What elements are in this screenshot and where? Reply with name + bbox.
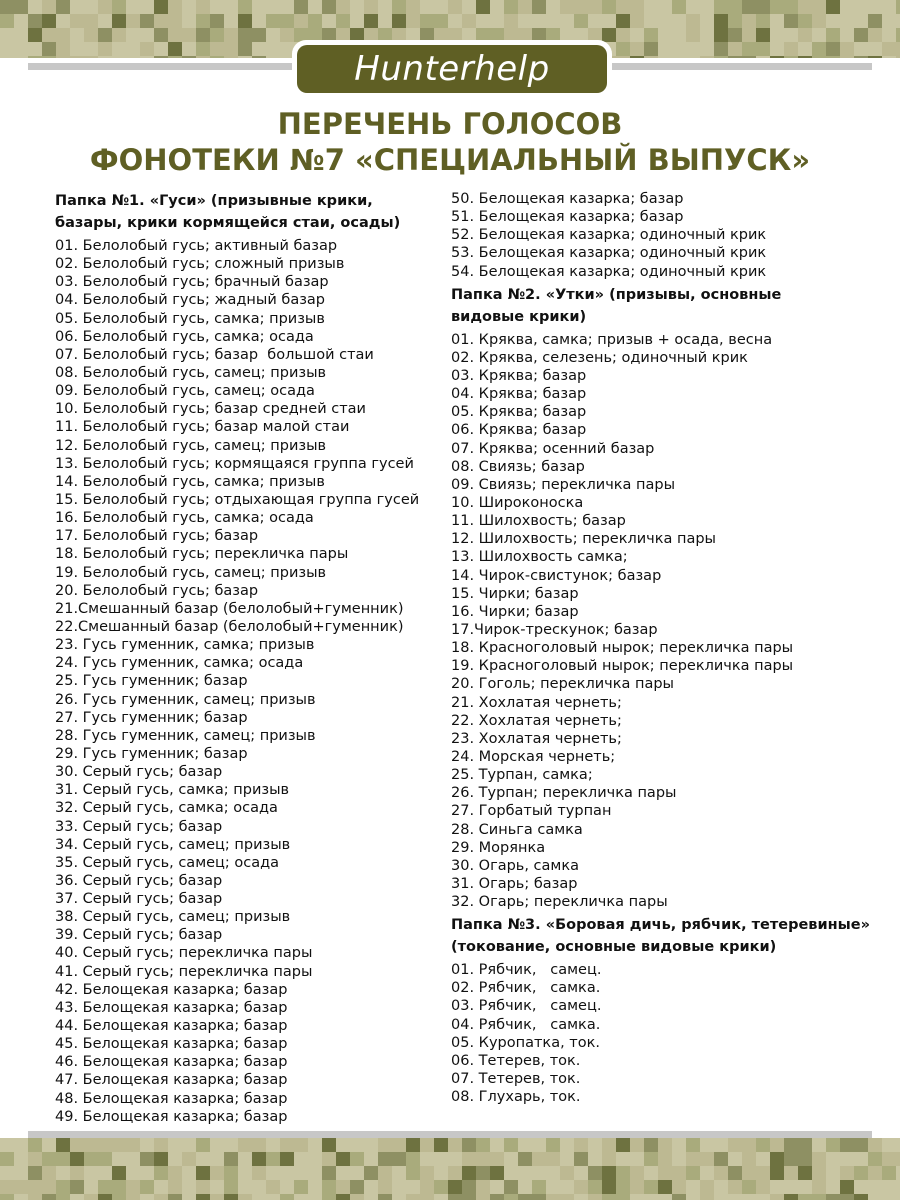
list-item: 08. Белолобый гусь, самец; призыв [55, 364, 327, 381]
list-item: 06. Кряква; базар [451, 422, 587, 439]
list-item: 16. Чирки; базар [451, 603, 579, 620]
list-item: 01. Белолобый гусь; активный базар [55, 238, 338, 254]
list-item: 18. Красноголовый нырок; перекличка пары [451, 640, 794, 657]
list-item: 26. Гусь гуменник, самец; призыв [55, 691, 316, 708]
list-item: 35. Серый гусь, самец; осада [55, 854, 280, 871]
list-item: 18. Белолобый гусь; перекличка пары [55, 546, 349, 563]
list-item: 20. Гоголь; перекличка пары [451, 676, 674, 693]
list-item: 37. Серый гусь; базар [55, 891, 223, 908]
list-item: 02. Рябчик, самка. [451, 980, 601, 997]
list-item: 48. Белощекая казарка; базар [55, 1090, 288, 1107]
list-item: 19. Белолобый гусь, самец; призыв [55, 564, 327, 581]
list-item: 03. Кряква; базар [451, 367, 587, 384]
list-item: 32. Огарь; перекличка пары [451, 894, 668, 911]
list-item: 12. Шилохвость; перекличка пары [451, 531, 717, 548]
list-item: 04. Белолобый гусь; жадный базар [55, 292, 326, 309]
list-item: 12. Белолобый гусь, самец; призыв [55, 437, 327, 454]
list-item: 46. Белощекая казарка; базар [55, 1054, 288, 1071]
list-item: 54. Белощекая казарка; одиночный крик [451, 263, 767, 280]
list-item: 26. Турпан; перекличка пары [451, 785, 677, 802]
list-item: 23. Гусь гуменник, самка; призыв [55, 637, 315, 654]
list-item: 53. Белощекая казарка; одиночный крик [451, 245, 767, 262]
list-item: 45. Белощекая казарка; базар [55, 1036, 288, 1053]
list-item: 10. Белолобый гусь; базар средней стаи [55, 401, 366, 418]
list-item: 11. Белолобый гусь; базар малой стаи [55, 419, 350, 436]
list-item: 28. Гусь гуменник, самец; призыв [55, 727, 316, 744]
list-item: 02. Кряква, селезень; одиночный крик [451, 349, 748, 366]
list-item: 04. Рябчик, самка. [451, 1016, 601, 1033]
list-item: 31. Серый гусь, самка; призыв [55, 782, 290, 799]
list-item: 15. Чирки; базар [451, 585, 579, 602]
list-item: 05. Белолобый гусь, самка; призыв [55, 310, 325, 327]
list-item: 43. Белощекая казарка; базар [55, 999, 288, 1016]
list-item: 24. Морская чернеть; [451, 748, 616, 765]
list-item: 29. Гусь гуменник; базар [55, 745, 248, 762]
list-item: 27. Горбатый турпан [451, 803, 612, 820]
list-item: 13. Белолобый гусь; кормящаяся группа гусей [55, 455, 414, 472]
list-item: 15. Белолобый гусь; отдыхающая группа гусей [55, 491, 420, 508]
page-title-line-1: ПЕРЕЧЕНЬ ГОЛОСОВ [277, 107, 623, 141]
list-item: 32. Серый гусь, самка; осада [55, 800, 278, 817]
list-item: 03. Рябчик, самец. [451, 998, 602, 1015]
list-item: 24. Гусь гуменник, самка; осада [55, 655, 304, 672]
right-column [451, 190, 871, 1106]
list-item: 44. Белощекая казарка; базар [55, 1018, 288, 1035]
folder-1-list-continued [451, 190, 871, 281]
list-item: 17.Чирок-трескунок; базар [451, 621, 658, 638]
list-item: 41. Серый гусь; перекличка пары [55, 963, 313, 980]
list-item: 11. Шилохвость; базар [451, 513, 626, 530]
list-item: 09. Свиязь; перекличка пары [451, 476, 676, 493]
list-item: 17. Белолобый гусь; базар [55, 528, 259, 545]
list-item: 47. Белощекая казарка; базар [55, 1072, 288, 1089]
list-item: 28. Синьга самка [451, 821, 583, 838]
list-item: 34. Серый гусь, самец; призыв [55, 836, 291, 853]
list-item: 33. Серый гусь; базар [55, 818, 223, 835]
list-item: 08. Глухарь, ток. [451, 1089, 581, 1106]
list-item: 20. Белолобый гусь; базар [55, 582, 259, 599]
brand-logo-text: Hunterhelp [354, 49, 550, 89]
footer-divider [28, 1131, 872, 1138]
camo-pattern-bottom [0, 1138, 900, 1200]
camo-footer-band [0, 1138, 900, 1200]
list-item: 07. Кряква; осенний базар [451, 440, 655, 457]
list-item: 14. Чирок-свистунок; базар [451, 567, 662, 584]
brand-logo-plate [297, 45, 607, 93]
folder-1-list [55, 237, 440, 1126]
list-item: 01. Кряква, самка; призыв + осада, весна [451, 331, 773, 348]
folder-1-heading-line-1: Папка №1. «Гуси» (призывные крики, [55, 193, 373, 209]
list-item: 07. Белолобый гусь; базар большой стаи [55, 346, 374, 363]
list-item: 05. Кряква; базар [451, 404, 587, 421]
list-item: 19. Красноголовый нырок; перекличка пары [451, 658, 794, 675]
list-item: 30. Огарь, самка [451, 857, 579, 874]
folder-1-heading-line-2: базары, крики кормящейся стаи, осады) [55, 215, 401, 231]
list-item: 06. Белолобый гусь, самка; осада [55, 328, 314, 345]
list-item: 14. Белолобый гусь, самка; призыв [55, 473, 325, 490]
list-item: 31. Огарь; базар [451, 875, 578, 892]
list-item: 52. Белощекая казарка; одиночный крик [451, 227, 767, 244]
list-item: 23. Хохлатая чернеть; [451, 730, 622, 747]
list-item: 01. Рябчик, самец. [451, 962, 602, 979]
folder-2-heading-line-1: Папка №2. «Утки» (призывы, основные [451, 286, 782, 303]
list-item: 49. Белощекая казарка; базар [55, 1108, 288, 1125]
list-item: 10. Широконоска [451, 494, 584, 511]
list-item: 29. Морянка [451, 839, 546, 856]
page-title-line-2: ФОНОТЕКИ №7 «СПЕЦИАЛЬНЫЙ ВЫПУСК» [89, 143, 811, 177]
brand-logo [292, 40, 612, 98]
list-item: 03. Белолобый гусь; брачный базар [55, 274, 329, 291]
folder-2-heading-line-2: видовые крики) [451, 308, 587, 325]
list-item: 25. Турпан, самка; [451, 767, 593, 784]
folder-3-list [451, 961, 871, 1106]
list-item: 13. Шилохвость самка; [451, 549, 628, 566]
list-item: 39. Серый гусь; базар [55, 927, 223, 944]
folder-3-heading-line-2: (токование, основные видовые крики) [451, 939, 777, 956]
list-item: 30. Серый гусь; базар [55, 764, 223, 781]
list-item: 02. Белолобый гусь; сложный призыв [55, 256, 345, 273]
list-item: 06. Тетерев, ток. [451, 1052, 581, 1069]
folder-3-heading-line-1: Папка №3. «Боровая дичь, рябчик, тетеревиные» [451, 917, 870, 934]
list-item: 42. Белощекая казарка; базар [55, 981, 288, 998]
list-item: 22.Смешанный базар (белолобый+гуменник) [55, 618, 404, 635]
list-item: 50. Белощекая казарка; базар [451, 191, 684, 207]
list-item: 40. Серый гусь; перекличка пары [55, 945, 313, 962]
list-item: 05. Куропатка, ток. [451, 1034, 600, 1051]
folder-2-list [451, 331, 871, 912]
list-item: 16. Белолобый гусь, самка; осада [55, 510, 314, 527]
list-item: 21.Смешанный базар (белолобый+гуменник) [55, 600, 404, 617]
list-item: 38. Серый гусь, самец; призыв [55, 909, 291, 926]
list-item: 08. Свиязь; базар [451, 458, 585, 475]
list-item: 27. Гусь гуменник; базар [55, 709, 248, 726]
list-item: 21. Хохлатая чернеть; [451, 694, 622, 711]
list-item: 22. Хохлатая чернеть; [451, 712, 622, 729]
left-column [55, 190, 440, 1126]
list-item: 04. Кряква; базар [451, 386, 587, 403]
list-item: 51. Белощекая казарка; базар [451, 209, 684, 226]
list-item: 25. Гусь гуменник; базар [55, 673, 248, 690]
list-item: 36. Серый гусь; базар [55, 872, 223, 889]
list-item: 07. Тетерев, ток. [451, 1071, 581, 1088]
list-item: 09. Белолобый гусь, самец; осада [55, 383, 315, 400]
